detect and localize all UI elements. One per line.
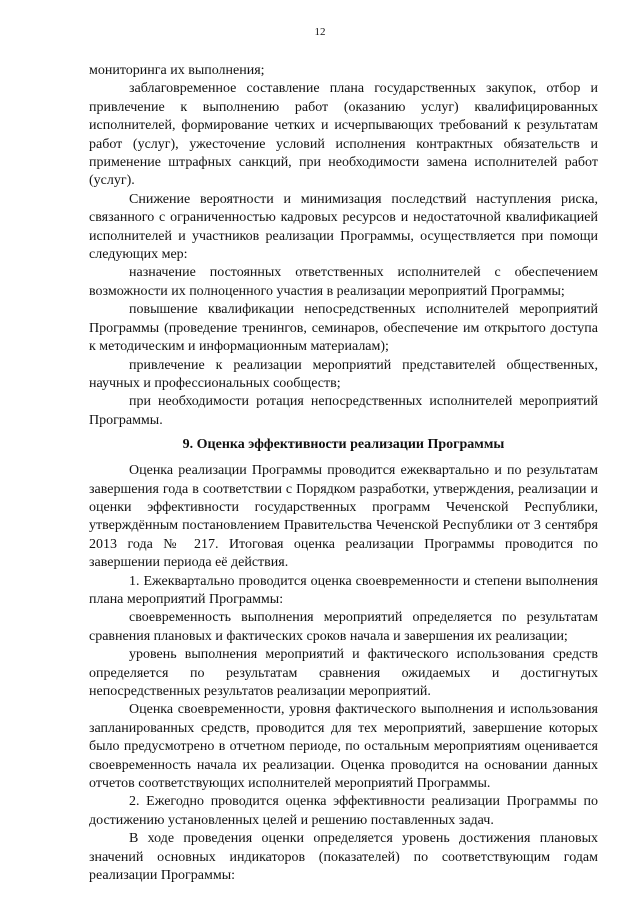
paragraph: В ходе проведения оценки определяется уровень достижения плановых значений основных индикаторов (показателей) по соответствующим годам реализации Программы: bbox=[89, 831, 598, 884]
paragraph: своевременность выполнения мероприятий определяется по результатам сравнения плановых и фактических сроков начала и завершения их реализации; bbox=[89, 610, 598, 644]
page-number: 12 bbox=[314, 26, 326, 38]
paragraph: заблаговременное составление плана государственных закупок, отбор и привлечение к выполнению работ (оказанию услуг) квалифицированных исполнителей, формирование четких и исчерпывающих требований к результатам работ (услуг), ужесточение условий исполнения контрактных обязательств и применение штрафных санкций, при необходимости замена исполнителей работ (услуг). bbox=[89, 81, 598, 189]
paragraph: Оценка реализации Программы проводится ежеквартально и по результатам завершения года в соответствии с Порядком разработки, утверждения, реализации и оценки эффективности государственных программ Чеченской Республики, утверждённым постановлением Правительства Чеченской Республики от 3 сентября 2013 года № 217. Итоговая оценка реализации Программы проводится по завершении периода её действия. bbox=[89, 463, 598, 571]
paragraph: 1. Ежеквартально проводится оценка своевременности и степени выполнения плана мероприятий Программы: bbox=[89, 573, 598, 607]
paragraph: назначение постоянных ответственных исполнителей с обеспечением возможности их полноценного участия в реализации мероприятий Программы; bbox=[89, 265, 598, 299]
document-body bbox=[89, 62, 598, 885]
section-heading: 9. Оценка эффективности реализации Программы bbox=[182, 437, 505, 453]
paragraph: повышение квалификации непосредственных исполнителей мероприятий Программы (проведение тренингов, семинаров, обеспечение им открытого доступа к методическим и информационным материалам); bbox=[89, 302, 598, 355]
paragraph: Оценка своевременности, уровня фактического выполнения и использования запланированных средств, проводится для тех мероприятий, завершение которых было предусмотрено в отчетном периоде, по остальным мероприятиям оценивается своевременность начала их реализации. Оценка проводится на основании данных отчетов соответствующих исполнителей мероприятий Программы. bbox=[89, 702, 598, 792]
paragraph: мониторинга их выполнения; bbox=[89, 63, 265, 78]
paragraph: 2. Ежегодно проводится оценка эффективности реализации Программы по достижению установленных целей и решению поставленных задач. bbox=[89, 794, 598, 828]
paragraph: привлечение к реализации мероприятий представителей общественных, научных и профессиональных сообществ; bbox=[89, 357, 598, 391]
paragraph: уровень выполнения мероприятий и фактического использования средств определяется по результатам сравнения ожидаемых и достигнутых непосредственных результатов реализации мероприятий. bbox=[89, 647, 598, 699]
paragraph: при необходимости ротация непосредственных исполнителей мероприятий Программы. bbox=[89, 394, 598, 428]
paragraph: Снижение вероятности и минимизация последствий наступления риска, связанного с ограниченностью кадровых ресурсов и недостаточной квалификацией исполнителей и участников реализации Программы, осуществляется при помощи следующих мер: bbox=[89, 191, 598, 263]
